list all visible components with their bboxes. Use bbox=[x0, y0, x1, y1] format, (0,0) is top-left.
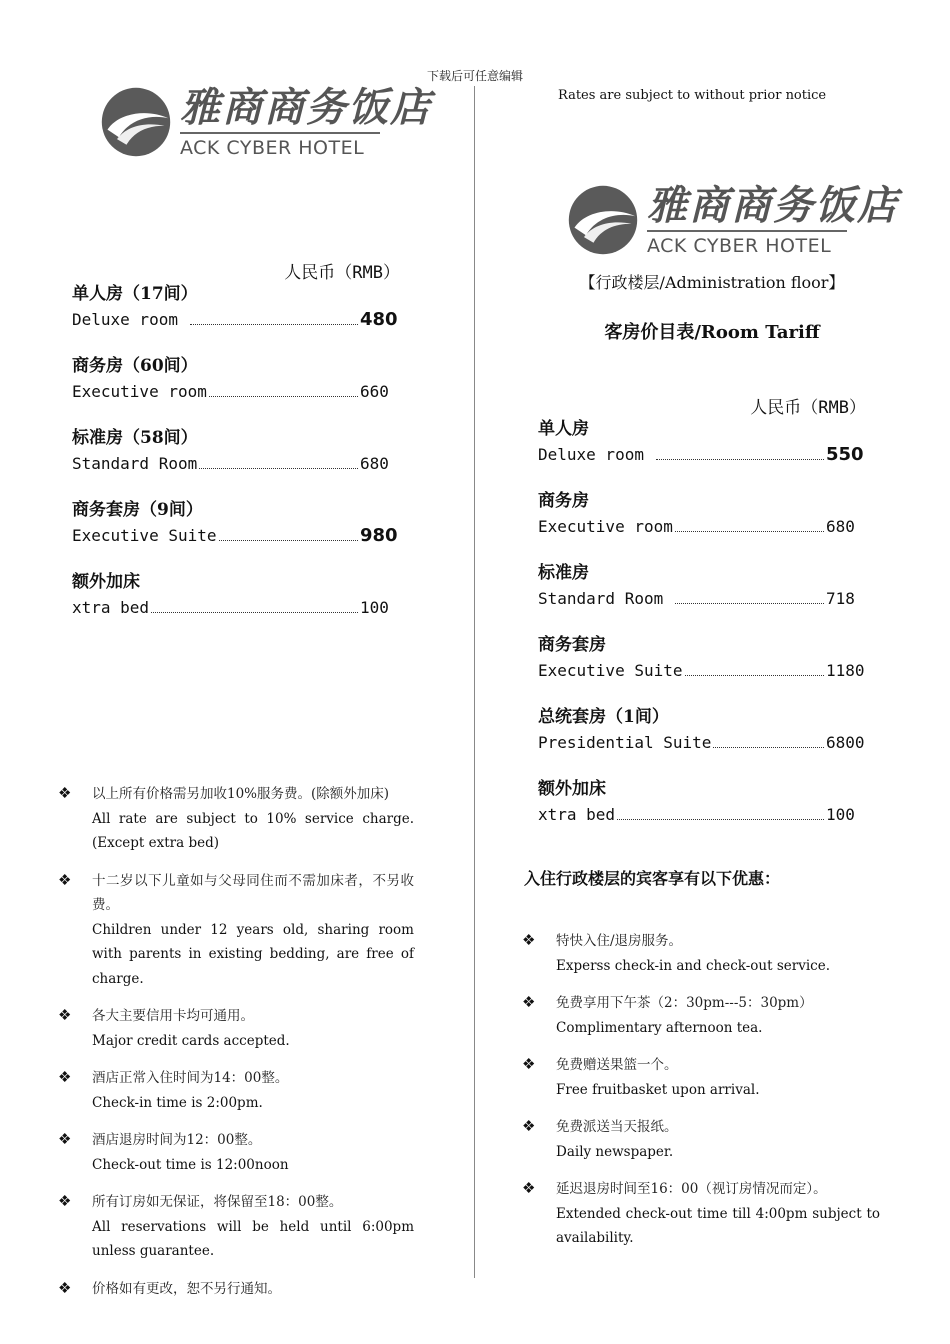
rate-item bbox=[72, 570, 402, 620]
hotel-logo-right bbox=[565, 182, 899, 258]
diamond-bullet-icon: ❖ bbox=[522, 1179, 536, 1197]
rate-item bbox=[538, 489, 868, 539]
room-price: 980 bbox=[360, 525, 398, 546]
diamond-bullet-icon: ❖ bbox=[522, 993, 536, 1011]
diamond-bullet-icon: ❖ bbox=[58, 1006, 72, 1024]
dot-leader bbox=[219, 540, 359, 541]
dot-leader bbox=[151, 612, 358, 613]
currency-label: 人民币（RMB） bbox=[284, 263, 400, 283]
note-cn: 酒店退房时间为12：00整。 bbox=[92, 1132, 262, 1148]
floor-label: 【行政楼层/Administration floor】 bbox=[579, 273, 845, 292]
room-name-en: Deluxe room bbox=[72, 310, 188, 329]
header-note: 下载后可任意编辑 bbox=[426, 69, 523, 83]
rate-item bbox=[538, 705, 868, 755]
rate-item bbox=[538, 561, 868, 611]
room-name-en: Standard Room bbox=[72, 454, 198, 473]
room-name-en: Standard Room bbox=[538, 589, 673, 608]
note-en: Children under 12 years old, sharing room with parents in existing bedding, are free of charge. bbox=[92, 921, 414, 987]
diamond-bullet-icon: ❖ bbox=[522, 931, 536, 949]
perks-list bbox=[522, 929, 880, 1264]
rates-notice: Rates are subject to without prior notice bbox=[558, 88, 827, 103]
room-price: 100 bbox=[360, 598, 389, 617]
logo-english-name: ACK CYBER HOTEL bbox=[180, 136, 365, 159]
hotel-logo-left bbox=[98, 84, 432, 160]
room-price: 550 bbox=[826, 444, 864, 465]
rate-item bbox=[538, 417, 868, 467]
room-price: 480 bbox=[360, 309, 398, 330]
note-en: Check-out time is 12:00noon bbox=[92, 1156, 289, 1173]
column-divider bbox=[474, 86, 475, 1278]
note-cn: 特快入住/退房服务。 bbox=[556, 933, 683, 949]
note-en: All reservations will be held until 6:00pm unless guarantee. bbox=[92, 1218, 414, 1259]
hotel-logo-mark-icon bbox=[98, 84, 174, 160]
room-name-en: Executive Suite bbox=[538, 661, 683, 680]
dot-leader bbox=[675, 531, 824, 532]
rate-item bbox=[72, 354, 402, 404]
note-en: Major credit cards accepted. bbox=[92, 1032, 290, 1049]
list-item bbox=[522, 1177, 880, 1251]
dot-leader bbox=[199, 468, 358, 469]
policy-notes bbox=[58, 782, 414, 1314]
note-cn: 酒店正常入住时间为14：00整。 bbox=[92, 1070, 289, 1086]
rate-item bbox=[72, 498, 402, 548]
list-item bbox=[522, 1115, 880, 1164]
dot-leader bbox=[675, 603, 824, 604]
room-price: 660 bbox=[360, 382, 389, 401]
rate-item bbox=[72, 282, 402, 332]
room-price: 718 bbox=[826, 589, 855, 608]
rate-item bbox=[538, 633, 868, 683]
dot-leader bbox=[209, 396, 358, 397]
diamond-bullet-icon: ❖ bbox=[58, 784, 72, 802]
dot-leader bbox=[617, 819, 824, 820]
list-item bbox=[58, 782, 414, 856]
room-name-cn: 商务套房（9间） bbox=[72, 500, 203, 520]
note-cn: 以上所有价格需另加收10%服务费。(除额外加床) bbox=[92, 786, 390, 802]
rate-item bbox=[538, 777, 868, 827]
room-name-en: Executive room bbox=[538, 517, 673, 536]
room-price: 680 bbox=[360, 454, 389, 473]
currency-label: 人民币（RMB） bbox=[750, 398, 866, 418]
list-item bbox=[58, 869, 414, 992]
diamond-bullet-icon: ❖ bbox=[58, 1278, 72, 1297]
room-price: 1180 bbox=[826, 661, 865, 680]
room-name-cn: 额外加床 bbox=[72, 572, 140, 592]
diamond-bullet-icon: ❖ bbox=[522, 1117, 536, 1135]
room-name-cn: 商务套房 bbox=[538, 635, 606, 655]
note-en: Free fruitbasket upon arrival. bbox=[556, 1081, 760, 1098]
room-name-cn: 商务房（60间） bbox=[72, 356, 198, 376]
list-item bbox=[522, 991, 880, 1040]
logo-rule bbox=[180, 132, 380, 134]
room-name-cn: 单人房（17间） bbox=[72, 284, 198, 304]
room-name-en: xtra bed bbox=[72, 598, 150, 617]
perks-title: 入住行政楼层的宾客享有以下优惠： bbox=[524, 869, 781, 888]
room-name-en: xtra bed bbox=[538, 805, 616, 824]
left-rate-list bbox=[72, 258, 402, 642]
note-en: Check-in time is 2:00pm. bbox=[92, 1094, 263, 1111]
dot-leader bbox=[656, 459, 824, 460]
dot-leader bbox=[685, 675, 825, 676]
room-price: 100 bbox=[826, 805, 855, 824]
room-name-en: Deluxe room bbox=[538, 445, 654, 464]
room-name-cn: 标准房 bbox=[538, 563, 589, 583]
room-name-cn: 商务房 bbox=[538, 491, 589, 511]
note-cn: 免费赠送果篮一个。 bbox=[556, 1057, 678, 1073]
logo-chinese-name: 雅商商务饭店 bbox=[180, 83, 432, 131]
note-cn: 所有订房如无保证，将保留至18：00整。 bbox=[92, 1194, 343, 1210]
logo-rule bbox=[647, 230, 847, 232]
note-cn: 延迟退房时间至16：00（视订房情况而定）。 bbox=[556, 1181, 827, 1197]
list-item bbox=[58, 1128, 414, 1177]
room-name-cn: 单人房 bbox=[538, 419, 589, 439]
note-en: Extended check-out time till 4:00pm subject to availability. bbox=[556, 1205, 880, 1246]
tariff-title: 客房价目表/Room Tariff bbox=[604, 322, 820, 343]
list-item bbox=[522, 929, 880, 978]
room-price: 680 bbox=[826, 517, 855, 536]
right-rate-list bbox=[538, 393, 868, 849]
room-name-en: Executive Suite bbox=[72, 526, 217, 545]
dot-leader bbox=[190, 324, 358, 325]
note-cn: 免费享用下午茶（2：30pm---5：30pm） bbox=[556, 995, 813, 1011]
dot-leader bbox=[713, 747, 824, 748]
note-en: Experss check-in and check-out service. bbox=[556, 957, 830, 974]
note-cn: 十二岁以下儿童如与父母同住而不需加床者，不另收费。 bbox=[92, 872, 414, 913]
list-item bbox=[58, 1277, 414, 1302]
list-item bbox=[58, 1004, 414, 1053]
room-price: 6800 bbox=[826, 733, 865, 752]
logo-chinese-name: 雅商商务饭店 bbox=[647, 181, 899, 229]
diamond-bullet-icon: ❖ bbox=[58, 1192, 72, 1210]
room-name-en: Presidential Suite bbox=[538, 733, 712, 752]
list-item bbox=[522, 1053, 880, 1102]
room-name-cn: 额外加床 bbox=[538, 779, 606, 799]
note-en: Complimentary afternoon tea. bbox=[556, 1019, 763, 1036]
note-en: All rate are subject to 10% service charge. (Except extra bed) bbox=[92, 810, 414, 851]
rate-item bbox=[72, 426, 402, 476]
note-cn: 各大主要信用卡均可通用。 bbox=[92, 1008, 254, 1024]
room-name-en: Executive room bbox=[72, 382, 207, 401]
note-cn: 免费派送当天报纸。 bbox=[556, 1119, 678, 1135]
hotel-logo-mark-icon bbox=[565, 182, 641, 258]
diamond-bullet-icon: ❖ bbox=[58, 1068, 72, 1086]
logo-english-name: ACK CYBER HOTEL bbox=[647, 234, 832, 257]
list-item bbox=[58, 1066, 414, 1115]
list-item bbox=[58, 1190, 414, 1264]
diamond-bullet-icon: ❖ bbox=[58, 870, 72, 889]
note-en: Daily newspaper. bbox=[556, 1143, 674, 1160]
diamond-bullet-icon: ❖ bbox=[58, 1130, 72, 1148]
diamond-bullet-icon: ❖ bbox=[522, 1055, 536, 1073]
room-name-cn: 总统套房（1间） bbox=[538, 707, 669, 727]
note-cn: 价格如有更改，恕不另行通知。 bbox=[92, 1280, 281, 1297]
room-name-cn: 标准房（58间） bbox=[72, 428, 198, 448]
